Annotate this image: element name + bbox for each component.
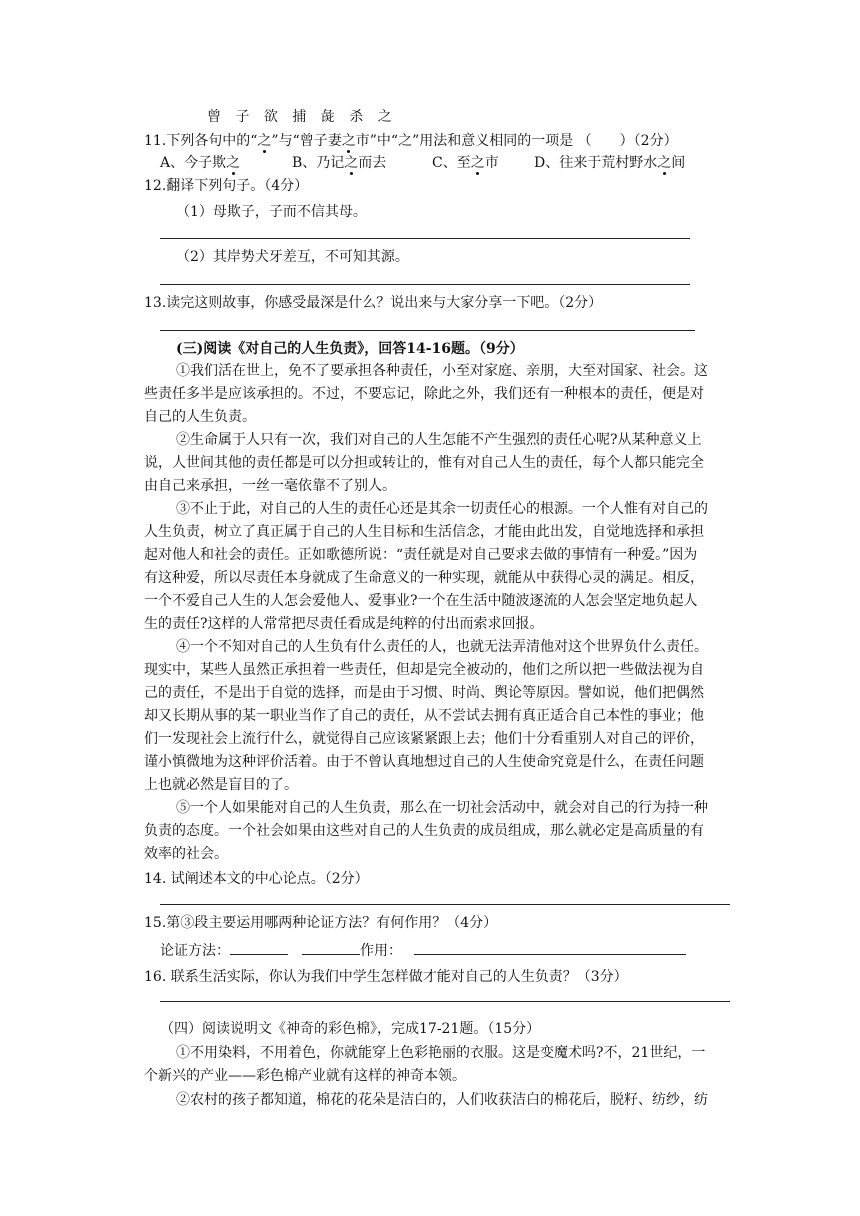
q15-method-label: 论证方法：: [160, 943, 230, 959]
answer-line-16[interactable]: [160, 1001, 730, 1002]
q11-suffix: 市”中“之”用法和意义相同的一项是 （ ）（2分）: [355, 133, 678, 149]
s3-p4-line: ④一个不知对自己的人生负有什么责任的人，也就无法弄清他对这个世界负什么责任。: [176, 639, 708, 655]
q15-method-blank-1[interactable]: [230, 940, 288, 955]
s3-p2-line: 由自己来承担，一丝一毫依靠不了别人。: [144, 478, 396, 494]
s3-p5-line: 负责的态度。一个社会如果由这些对自己的人生负责的成员组成，那么就必定是高质量的有: [144, 823, 704, 839]
question-14: 14. 试阐述本文的中心论点。（2分）: [144, 871, 369, 887]
question-11: [144, 132, 678, 150]
q11-option-c: C、至之市: [432, 155, 499, 171]
question-16: 16. 联系生活实际，你认为我们中学生怎样做才能对自己的人生负责？（3分）: [144, 969, 628, 985]
question-12: 12.翻译下列句子。（4分）: [144, 178, 309, 194]
answer-line-12-2[interactable]: [160, 284, 690, 285]
q11-option-b: B、乃记之而去: [292, 155, 387, 171]
q15-effect-label: 作用：: [360, 943, 402, 959]
q11-zhi-marked: 之: [257, 133, 272, 149]
s3-p1-line: 自己的人生负责。: [144, 409, 256, 425]
q15-method-blank-2[interactable]: [302, 940, 360, 955]
s3-p4-line: 现实中，某些人虽然正承担着一些责任，但却是完全被动的，他们之所以把一些做法视为自: [144, 662, 704, 678]
s3-p1-line: ①我们活在世上，免不了要承担各种责任，小至对家庭、亲朋，大至对国家、社会。这: [176, 363, 708, 379]
q11-zhi2-marked: 之: [341, 133, 356, 149]
s3-p3-line: 人生负责，树立了真正属于自己的人生目标和生活信念，才能由此出发，自觉地选择和承担: [144, 524, 704, 540]
s3-p4-line: 却又长期从事的某一职业当作了自己的责任，从不尝试去拥有真正适合自己本性的事业；他: [144, 708, 704, 724]
s3-p2-line: 说，人世间其他的责任都是可以分担或转让的，惟有对自己人生的责任，每个人都只能完全: [144, 455, 704, 471]
question-13: 13.读完这则故事，你感受最深是什么？说出来与大家分享一下吧。（2分）: [144, 295, 603, 311]
s3-p3-line: 起对他人和社会的责任。正如歌德所说：“责任就是对自己要求去做的事情有一种爱。”因为: [144, 547, 698, 563]
s3-p5-line: 效率的社会。: [144, 846, 228, 862]
q11-option-a: A、今子欺之: [160, 155, 241, 171]
q11-mid: ”与“曾子妻: [271, 133, 342, 149]
answer-line-13[interactable]: [160, 330, 695, 331]
s3-p4-line: 们一发现社会上流行什么，就觉得自己应该紧紧跟上去；他们十分看重别人对自己的评价，: [144, 731, 704, 747]
s3-p3-line: 生的责任?这样的人常常把尽责任看成是纯粹的付出而索求回报。: [144, 616, 544, 632]
answer-line-12-1[interactable]: [160, 238, 690, 239]
s3-p4-line: 谨小慎微地为这种评价活着。由于不曾认真地想过自己的人生使命究竟是什么，在责任问题: [144, 754, 704, 770]
s3-p3-line: 一个不爱自己人生的人怎会爱他人、爱事业?一个在生活中随波逐流的人怎会坚定地负起人: [144, 593, 698, 609]
s3-p4-line: 己的责任，不是出于自觉的选择，而是由于习惯、时尚、舆论等原因。譬如说，他们把偶然: [144, 685, 704, 701]
q11-prefix: 11.下列各句中的“: [144, 133, 258, 149]
section-4-heading: （四）阅读说明文《神奇的彩色棉》，完成17-21题。（15分）: [160, 1021, 541, 1037]
s3-p3-line: 有这种爱，所以尽责任本身就成了生命意义的一种实现，就能从中获得心灵的满足。相反，: [144, 570, 704, 586]
q12-sentence-2: （2）其岸势犬牙差互，不可知其源。: [176, 249, 409, 265]
s3-p5-line: ⑤一个人如果能对自己的人生负责，那么在一切社会活动中，就会对自己的行为持一种: [176, 800, 708, 816]
q12-sentence-1: （1）母欺子，子而不信其母。: [176, 204, 367, 220]
s3-p2-line: ②生命属于人只有一次，我们对自己的人生怎能不产生强烈的责任心呢?从某种意义上: [176, 432, 702, 448]
story-title: 曾 子 欲 捕 彘 杀 之: [207, 109, 397, 125]
s4-p1-line: 个新兴的产业——彩色棉产业就有这样的神奇本领。: [144, 1068, 466, 1084]
section-3-heading: (三)阅读《对自己的人生负责》，回答14-16题。（9分）: [176, 341, 524, 357]
s4-p1-line: ①不用染料，不用着色，你就能穿上色彩艳丽的衣服。这是变魔术吗?不，21世纪，一: [176, 1045, 706, 1061]
q11-option-d: D、往来于荒村野水之间: [534, 155, 686, 171]
s3-p1-line: 些责任多半是应该承担的。不过，不要忘记，除此之外，我们还有一种根本的责任，便是对: [144, 386, 704, 402]
s3-p3-line: ③不止于此，对自己的人生的责任心还是其余一切责任心的根源。一个人惟有对自己的: [176, 501, 708, 517]
q15-effect-blank[interactable]: [414, 940, 686, 955]
answer-line-14[interactable]: [160, 904, 730, 905]
s3-p4-line: 上也就必然是盲目的了。: [144, 777, 298, 793]
q15-answer-row: [160, 940, 686, 960]
question-15: 15.第③段主要运用哪两种论证方法？有何作用？（4分）: [144, 915, 498, 931]
s4-p2-line: ②农村的孩子都知道，棉花的花朵是洁白的，人们收获洁白的棉花后，脱籽、纺纱，纺: [176, 1092, 708, 1108]
